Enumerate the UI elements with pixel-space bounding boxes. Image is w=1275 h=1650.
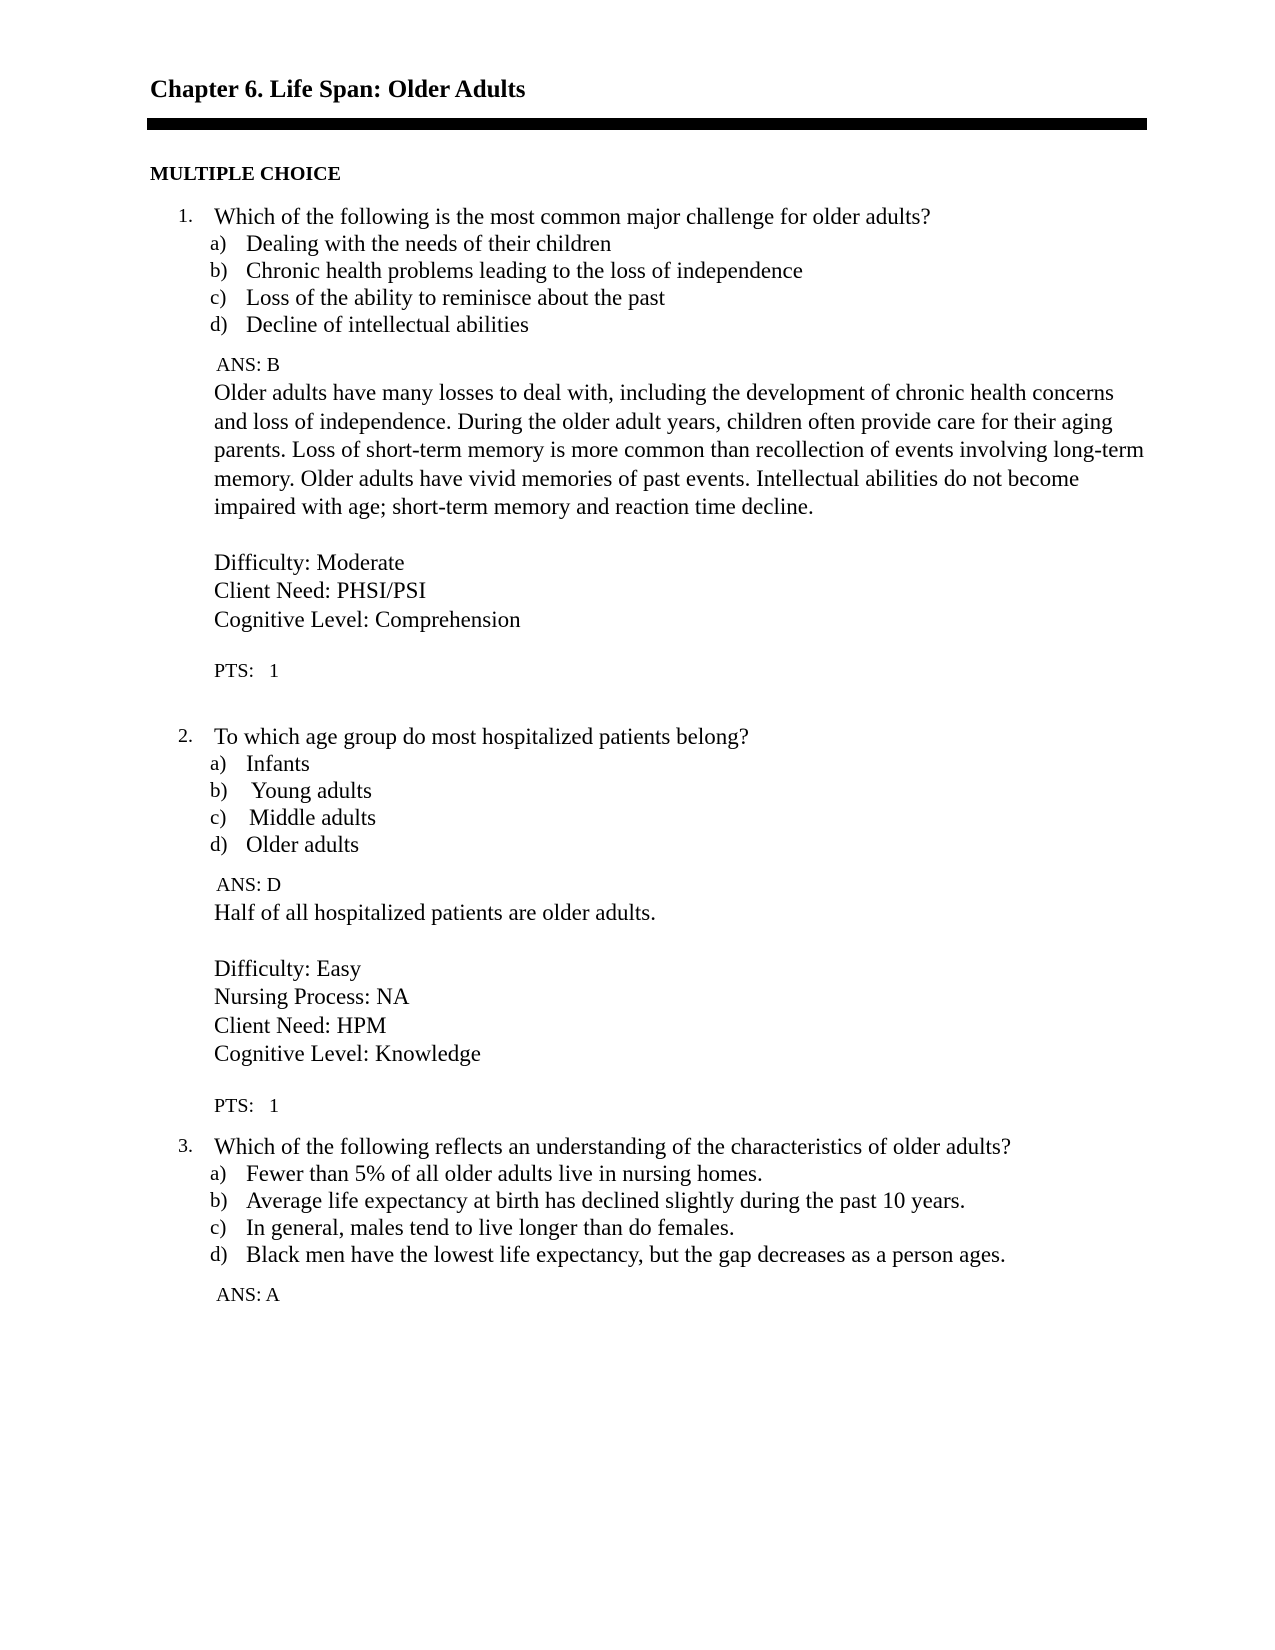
option-text: Older adults <box>246 832 360 857</box>
question-stem: Which of the following is the most common major challenge for older adults? <box>214 204 931 229</box>
client-need: Client Need: HPM <box>214 1012 387 1038</box>
option-letter: c) <box>210 1215 227 1239</box>
answer-key: ANS: A <box>216 1284 280 1306</box>
option-text: Infants <box>246 751 310 776</box>
answer-block <box>214 352 1144 685</box>
question-1 <box>0 203 1275 685</box>
difficulty: Difficulty: Moderate <box>214 549 405 575</box>
option-letter: d) <box>210 312 228 336</box>
question-3 <box>0 1133 1275 1309</box>
question-stem: To which age group do most hospitalized patients belong? <box>214 724 749 749</box>
option-d <box>0 1241 1275 1268</box>
option-c <box>0 284 1275 311</box>
option-b <box>0 257 1275 284</box>
points: PTS: 1 <box>214 1094 280 1117</box>
option-text: Average life expectancy at birth has declined slightly during the past 10 years. <box>246 1188 966 1213</box>
chapter-title: Chapter 6. Life Span: Older Adults <box>150 76 526 103</box>
answer-key: ANS: D <box>216 874 282 896</box>
option-text: Dealing with the needs of their children <box>246 231 612 256</box>
option-letter: d) <box>210 832 228 856</box>
answer-block <box>214 1282 1144 1309</box>
points: PTS: 1 <box>214 660 280 682</box>
option-text: Young adults <box>246 778 372 803</box>
option-b <box>0 777 1275 804</box>
option-text: Middle adults <box>249 805 377 830</box>
option-text: Loss of the ability to reminisce about the past <box>246 285 666 310</box>
difficulty: Difficulty: Easy <box>214 955 362 981</box>
option-a <box>0 1160 1275 1187</box>
option-letter: c) <box>210 285 227 309</box>
option-letter: a) <box>210 231 227 255</box>
answer-key: ANS: B <box>216 354 280 376</box>
option-letter: b) <box>210 1188 228 1212</box>
option-c <box>0 804 1275 831</box>
section-heading: MULTIPLE CHOICE <box>150 163 341 185</box>
answer-block <box>214 872 1144 1120</box>
question-number: 2. <box>178 725 193 747</box>
option-letter: b) <box>210 258 228 282</box>
option-text: Chronic health problems leading to the loss of independence <box>246 258 803 283</box>
option-a <box>0 230 1275 257</box>
option-d <box>0 831 1275 858</box>
question-number: 1. <box>178 205 193 227</box>
question-2 <box>0 723 1275 1120</box>
cognitive-level: Cognitive Level: Knowledge <box>214 1041 481 1066</box>
option-text: Decline of intellectual abilities <box>246 312 529 337</box>
option-letter: d) <box>210 1242 228 1266</box>
client-need: Client Need: PHSI/PSI <box>214 578 427 603</box>
option-text: Black men have the lowest life expectancy, but the gap decreases as a person ages. <box>246 1242 1006 1267</box>
nursing-process: Nursing Process: NA <box>214 984 410 1009</box>
rationale: Older adults have many losses to deal with, including the development of chronic health concerns and loss of independence. During the older adult years, children often provide care for their aging parents. Loss of short-term memory is more common than recollection of events involving long-term memory. Older adults have vivid memories of past events. Intellectual abilities do not become impaired with age; short-term memory and reaction time decline. <box>214 380 1145 519</box>
option-letter: a) <box>210 751 227 775</box>
option-letter: c) <box>210 805 227 829</box>
question-stem: Which of the following reflects an understanding of the characteristics of older adults? <box>214 1134 1012 1159</box>
question-number: 3. <box>178 1135 193 1157</box>
option-c <box>0 1214 1275 1241</box>
option-a <box>0 750 1275 777</box>
option-b <box>0 1187 1275 1214</box>
option-letter: b) <box>210 778 228 802</box>
option-d <box>0 311 1275 338</box>
cognitive-level: Cognitive Level: Comprehension <box>214 606 521 632</box>
rationale: Half of all hospitalized patients are older adults. <box>214 900 656 925</box>
title-rule <box>147 118 1147 130</box>
option-text: In general, males tend to live longer than do females. <box>246 1215 735 1240</box>
option-letter: a) <box>210 1161 227 1185</box>
option-text: Fewer than 5% of all older adults live in nursing homes. <box>246 1161 763 1186</box>
